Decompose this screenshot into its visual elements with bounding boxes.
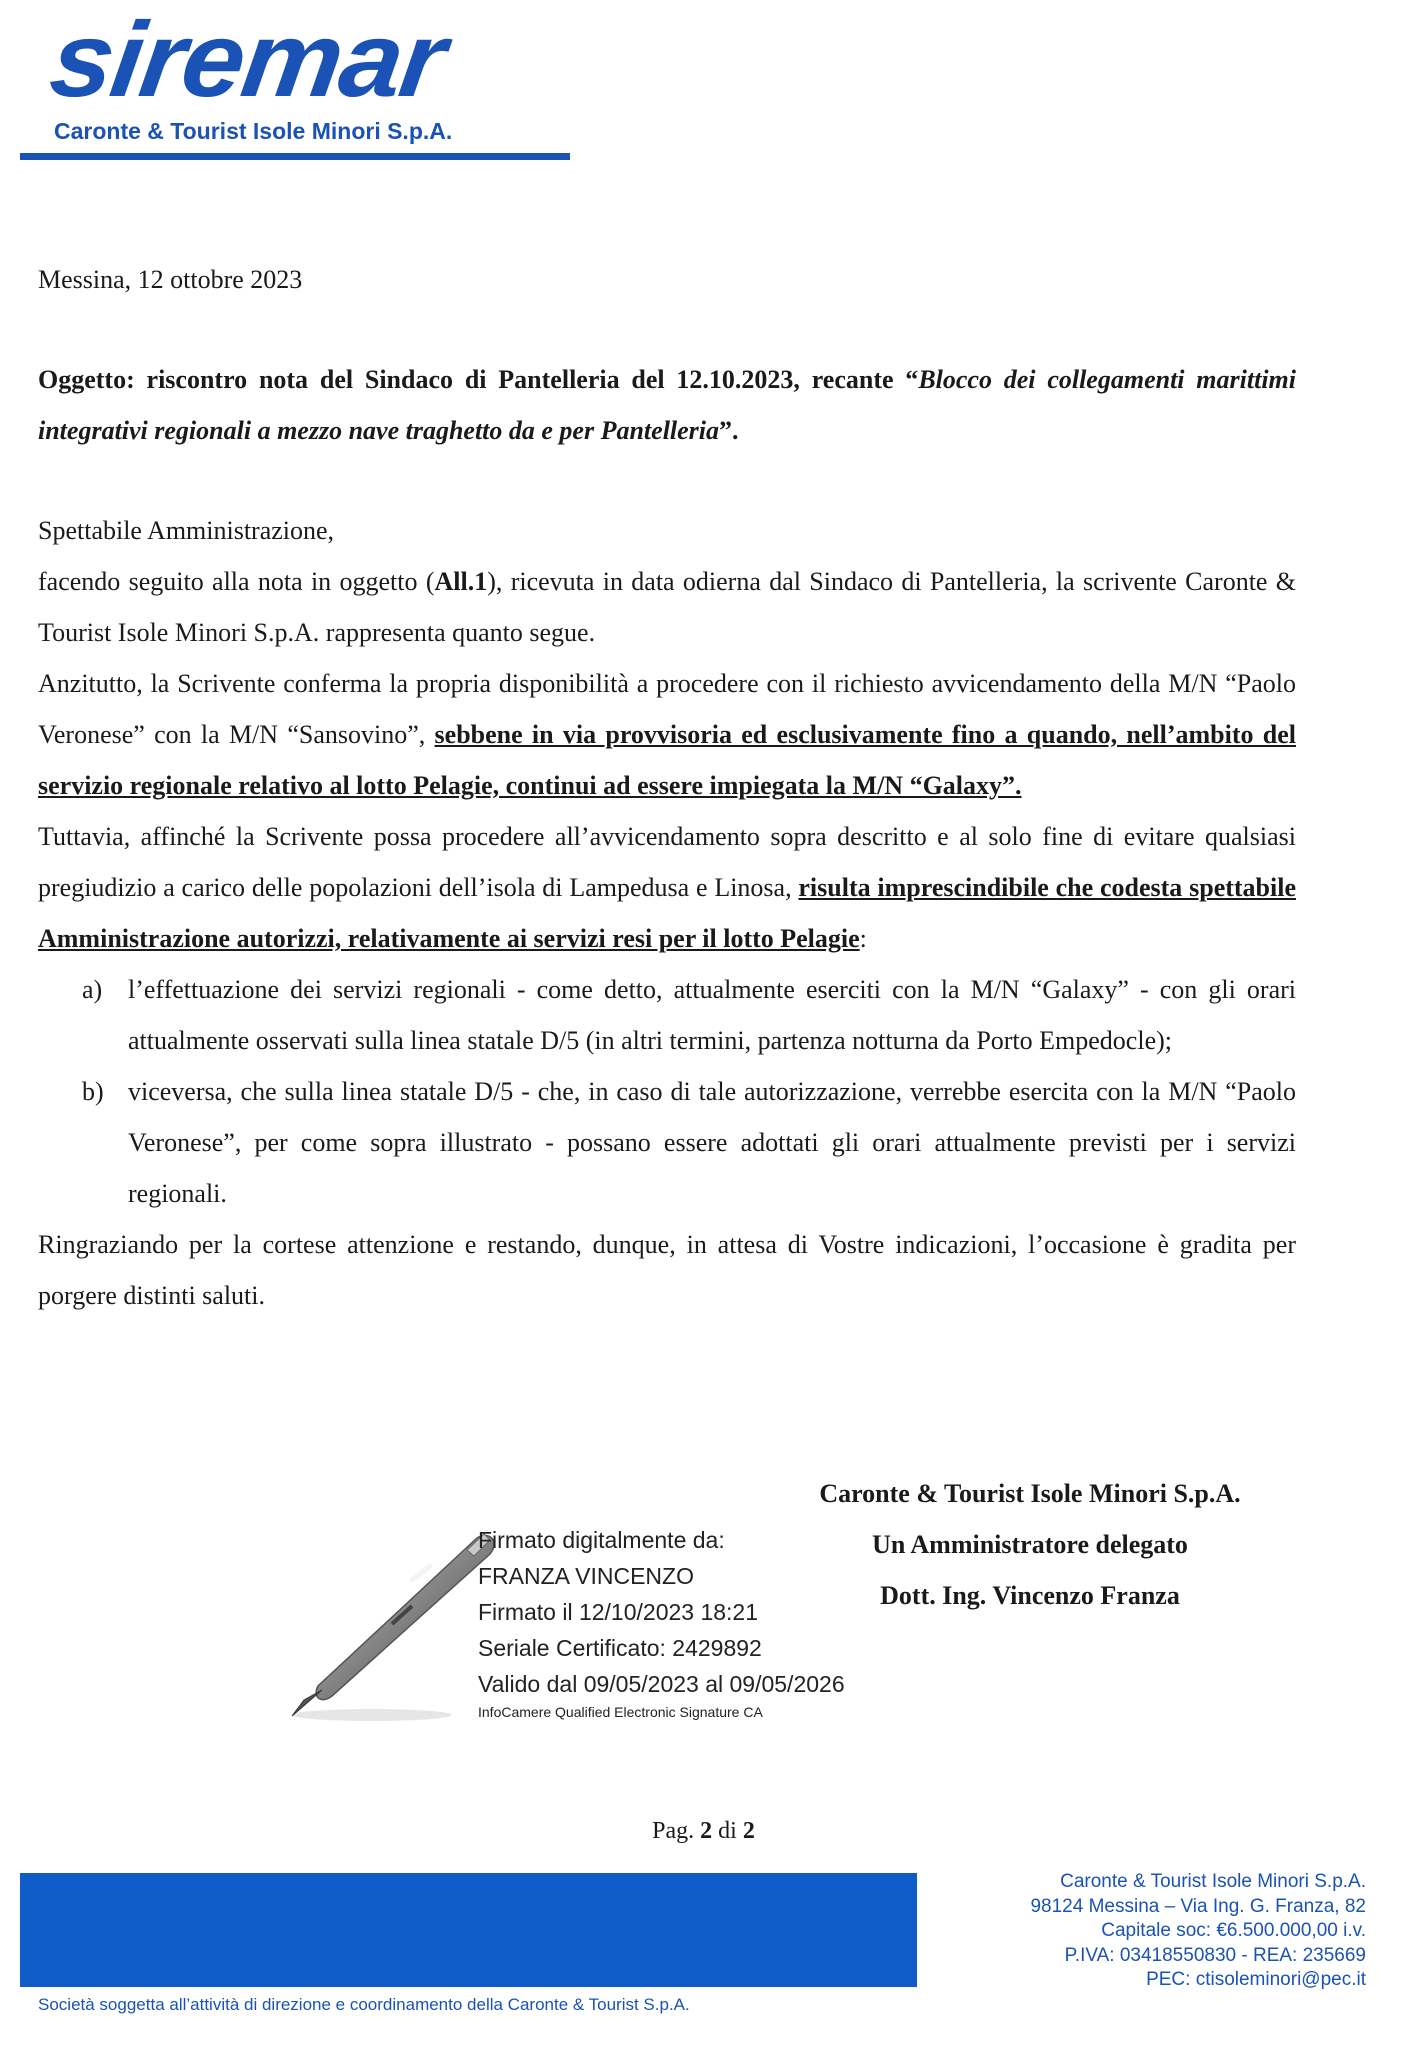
p1-text: facendo seguito alla nota in oggetto (: [38, 567, 435, 596]
signature-line: Firmato il 12/10/2023 18:21: [478, 1599, 759, 1625]
signature-role: Un Amministratore delegato: [872, 1530, 1188, 1559]
subject-title: Blocco dei collegamenti marittimi integrativi regionali a mezzo nave traghetto da e per Pantelleria: [38, 365, 1296, 445]
page-total: 2: [742, 1818, 755, 1844]
subject-suffix: ”.: [719, 416, 739, 445]
p1-text-end: ), ricevuta in data odierna dal Sindaco di Pantelleria, la scrivente Caronte & Tourist Isole Minori S.p.A. rappresenta quanto segue.: [38, 567, 1297, 647]
letter-subject: [38, 354, 1296, 456]
paragraph-3: [38, 811, 1296, 964]
list-item: [38, 964, 1296, 1066]
paragraph-2: [38, 658, 1296, 811]
signature-name: Dott. Ing. Vincenzo Franza: [880, 1581, 1180, 1610]
list-item: [38, 1066, 1296, 1219]
pen-icon: [262, 1520, 502, 1730]
signature-block: [780, 1468, 1280, 1621]
company-logo: siremar: [43, 0, 452, 119]
subject-prefix: Oggetto: riscontro nota del Sindaco di Pantelleria del 12.10.2023, recante “: [38, 365, 919, 394]
signature-line: Firmato digitalmente da:: [478, 1527, 725, 1553]
page-current: 2: [700, 1818, 713, 1844]
page-prefix: Pag.: [652, 1818, 701, 1844]
p3-colon: :: [859, 924, 867, 953]
closing-paragraph: Ringraziando per la cortese attenzione e restando, dunque, in attesa di Vostre indicazioni, l’occasione è gradita per porgere distinti saluti.: [38, 1230, 1296, 1310]
signature-line: FRANZA VINCENZO: [478, 1563, 694, 1589]
address-line: Capitale soc: €6.500.000,00 i.v.: [1101, 1920, 1366, 1941]
list-text: l’effettuazione dei servizi regionali - come detto, attualmente eserciti con la M/N “Galaxy” - con gli orari attualmente osservati sulla linea statale D/5 (in altri termini, partenza notturna da Porto Empedocle);: [128, 975, 1296, 1055]
letter-body: [38, 505, 1296, 1321]
address-line: 98124 Messina – Via Ing. G. Franza, 82: [1030, 1895, 1366, 1917]
address-line: Caronte & Tourist Isole Minori S.p.A.: [1060, 1871, 1366, 1892]
address-line: P.IVA: 03418550830 - REA: 235669: [1064, 1944, 1366, 1966]
paragraph-1: [38, 556, 1296, 658]
certificate-authority: InfoCamere Qualified Electronic Signature CA: [478, 1704, 763, 1720]
footer-bar: [20, 1873, 917, 1987]
signature-company: Caronte & Tourist Isole Minori S.p.A.: [819, 1479, 1241, 1508]
signature-line: Seriale Certificato: 2429892: [478, 1635, 762, 1661]
digital-signature: [478, 1522, 845, 1702]
page-mid: di: [712, 1818, 743, 1844]
list-text: viceversa, che sulla linea statale D/5 - che, in caso di tale autorizzazione, verrebbe esercita con la M/N “Paolo Veronese”, per come sopra illustrato - possano essere adottati gli orari attualmente previsti per i servizi regionali.: [128, 1077, 1296, 1208]
p3-text: Tuttavia, affinché la Scrivente possa procedere all’avvicendamento sopra descritto e al solo fine di evitare qualsiasi pregiudizio a carico delle popolazioni dell’isola di Lampedusa e Linosa,: [38, 822, 1296, 902]
p2-underlined: sebbene in via provvisoria ed esclusivamente fino a quando, nell’ambito del servizio regionale relativo al lotto Pelagie, continui ad essere impiegata la M/N “Galaxy”.: [38, 720, 1296, 800]
attachment-ref: All.1: [434, 567, 488, 596]
list-label: a): [82, 975, 103, 1004]
footer-address: [930, 1870, 1366, 1993]
p3-underlined: risulta imprescindibile che codesta spettabile Amministrazione autorizzi, relativamente ai servizi resi per il lotto Pelagie: [38, 873, 1296, 953]
footer-note: Società soggetta all’attività di direzione e coordinamento della Caronte & Tourist S.p.A.: [38, 1995, 690, 2014]
signature-line: Valido dal 09/05/2023 al 09/05/2026: [478, 1671, 845, 1697]
company-name: Caronte & Tourist Isole Minori S.p.A.: [54, 118, 453, 144]
list-label: b): [82, 1077, 104, 1106]
letter-date: Messina, 12 ottobre 2023: [38, 265, 303, 294]
address-line: PEC: ctisoleminori@pec.it: [1146, 1969, 1366, 1990]
header-divider: [20, 153, 570, 160]
page-number: [0, 1818, 1407, 1845]
p2-text: Anzitutto, la Scrivente conferma la propria disponibilità a procedere con il richiesto avvicendamento della M/N “Paolo Veronese” con la M/N “Sansovino”,: [38, 669, 1296, 749]
salutation: Spettabile Amministrazione,: [38, 516, 335, 545]
